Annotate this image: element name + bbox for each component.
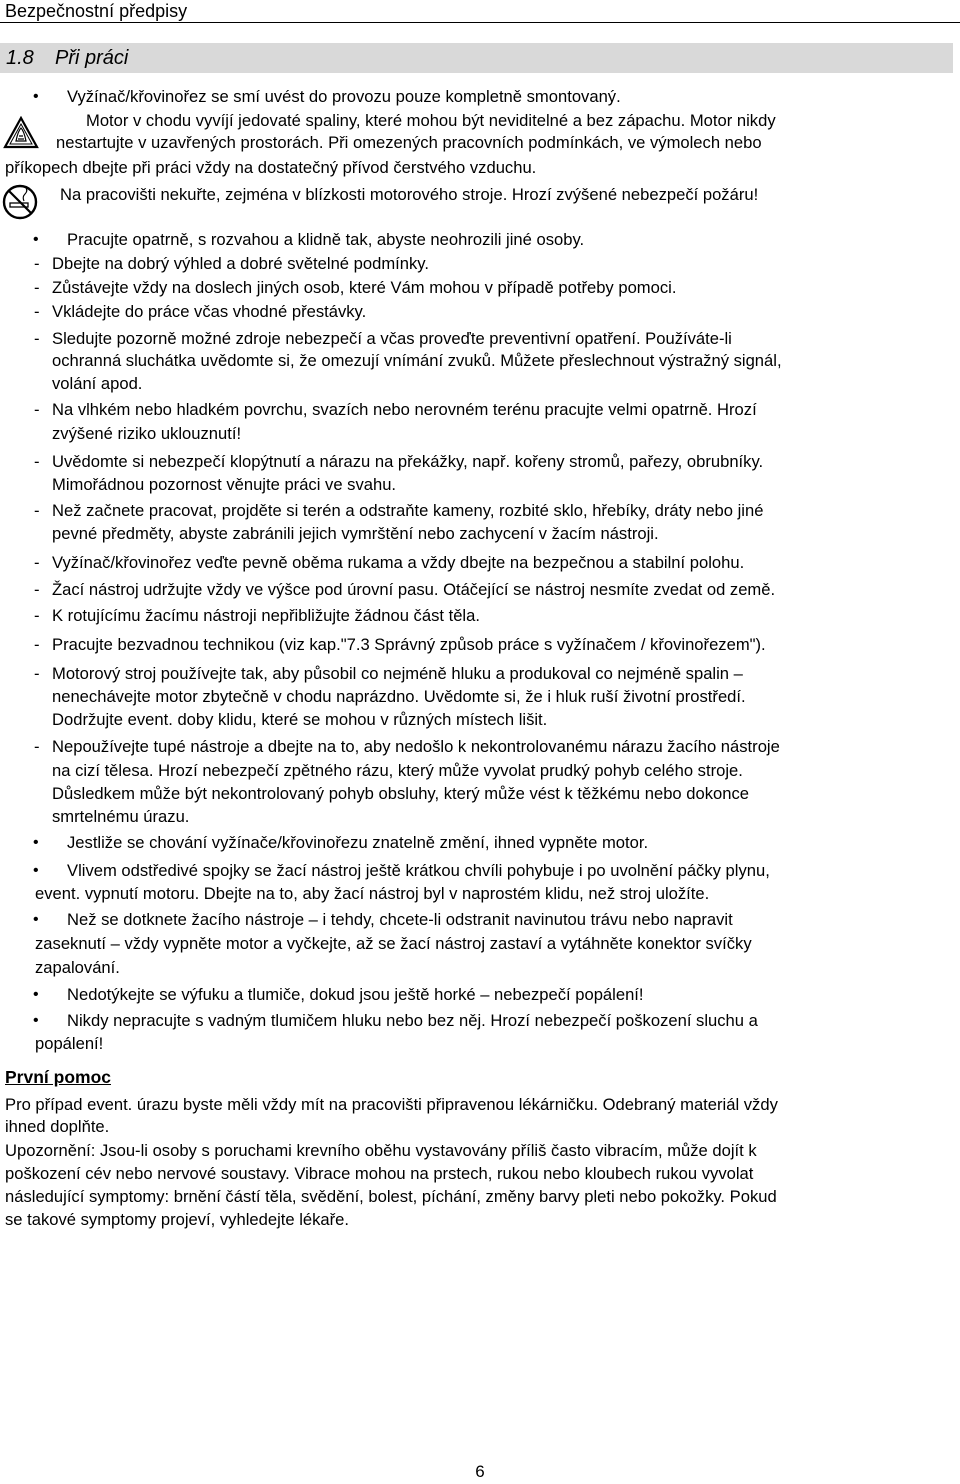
text-line: Vyžínač/křovinořez veďte pevně oběma rukama a vždy dbejte na bezpečnou a stabilní polohu. [52,553,745,572]
text-line: Pracujte opatrně, s rozvahou a klidně tak, abyste neohrozili jiné osoby. [67,230,585,249]
text-line: Nikdy nepracujte s vadným tlumičem hluku nebo bez něj. Hrozí nebezpečí poškození sluchu a [67,1011,758,1030]
text-line: Upozornění: Jsou-li osoby s poruchami krevního oběhu vystavovány příliš často vibracím, může dojít k [5,1141,757,1160]
page-header-title: Bezpečnostní předpisy [5,1,188,21]
dash-marker: - [34,302,40,321]
text-line: ihned doplňte. [5,1117,110,1136]
bullet-marker: • [33,986,39,1003]
text-line: následující symptomy: brnění částí těla, svědění, bolest, píchání, změny barvy pleti nebo pokožky. Pokud [5,1187,777,1206]
dash-marker: - [34,400,40,419]
text-line: Jestliže se chování vyžínače/křovinořezu znatelně změní, ihned vypněte motor. [67,833,649,852]
text-line: Na vlhkém nebo hladkém povrchu, svazích nebo nerovném terénu pracujte velmi opatrně. Hrozí [52,400,757,419]
section-number: 1.8 [6,47,34,69]
text-line: zvýšené riziko uklouznutí! [52,424,242,443]
text-line: pevné předměty, abyste zabránili jejich vymrštění nebo zachycení v žacím nástroji. [52,524,659,543]
section-heading [0,43,953,73]
text-line: Mimořádnou pozornost věnujte práci ve svahu. [52,475,397,494]
text-line: zaseknutí – vždy vypněte motor a vyčkejte, až se žací nástroj zastaví a vytáhněte konektor svíčky [35,934,752,953]
no-smoking-icon [2,184,38,220]
dash-marker: - [34,501,40,520]
dash-marker: - [34,329,40,348]
bullet-marker: • [33,88,39,105]
text-line: nestartujte v uzavřených prostorách. Při omezených pracovních podmínkách, ve výmolech nebo [56,133,762,152]
first-aid-heading: První pomoc [5,1067,111,1087]
dash-marker: - [34,606,40,625]
dash-marker: - [34,278,40,297]
text-line: Dbejte na dobrý výhled a dobré světelné podmínky. [52,254,429,273]
text-line: příkopech dbejte při práci vždy na dostatečný přívod čerstvého vzduchu. [5,158,537,177]
text-line: Žací nástroj udržujte vždy ve výšce pod úrovní pasu. Otáčející se nástroj nesmíte zvedat od země. [52,580,776,599]
text-line: Vlivem odstředivé spojky se žací nástroj ještě krátkou chvíli pohybuje i po uvolnění páčky plynu, [67,861,770,880]
dash-marker: - [34,452,40,471]
text-line: poškození cév nebo nervové soustavy. Vibrace mohou na prstech, rukou nebo kloubech rukou vyvolat [5,1164,754,1183]
text-line: Než se dotknete žacího nástroje – i tehdy, chcete-li odstranit navinutou trávu nebo napravit [67,910,733,929]
text-line: volání apod. [52,374,143,393]
dash-marker: - [34,553,40,572]
section-title: Při práci [55,47,129,69]
page-number: 6 [475,1462,485,1481]
text-line: nenechávejte motor zbytečně v chodu naprázdno. Uvědomte si, že i hluk ruší životní prostředí. [52,687,746,706]
text-line: Motor v chodu vyvíjí jedovaté spaliny, které mohou být neviditelné a bez zápachu. Motor nikdy [86,111,776,130]
dash-marker: - [34,254,40,273]
text-line: Vkládejte do práce včas vhodné přestávky. [52,302,367,321]
text-line: se takové symptomy projeví, vyhledejte lékaře. [5,1210,350,1229]
text-line: Uvědomte si nebezpečí klopýtnutí a nárazu na překážky, např. kořeny stromů, pařezy, obrubníky. [52,452,764,471]
text-line: Sledujte pozorně možné zdroje nebezpečí a včas proveďte preventivní opatření. Používáte-li [52,329,732,348]
dash-marker: - [34,635,40,654]
bullet-marker: • [33,834,39,851]
text-line: Pracujte bezvadnou technikou (viz kap."7.3 Správný způsob práce s vyžínačem / křovinořezem"). [52,635,766,654]
bullet-marker: • [33,911,39,928]
dash-marker: - [34,664,40,683]
text-line: Dodržujte event. doby klidu, které se mohou v různých místech lišit. [52,710,548,729]
text-line: event. vypnutí motoru. Dbejte na to, aby žací nástroj byl v naprostém klidu, než stroj uložíte. [35,884,710,903]
bullet-marker: • [33,231,39,248]
bullet-marker: • [33,1012,39,1029]
text-line: Nedotýkejte se výfuku a tlumiče, dokud jsou ještě horké – nebezpečí popálení! [67,985,644,1004]
text-line: Motorový stroj používejte tak, aby působil co nejméně hluku a produkoval co nejméně spalin – [52,664,743,683]
dash-marker: - [34,580,40,599]
text-line: zapalování. [35,958,120,977]
text-line: K rotujícímu žacímu nástroji nepřibližujte žádnou část těla. [52,606,480,625]
bullet-marker: • [33,862,39,879]
text-line: na cizí tělesa. Hrozí nebezpečí zpětného rázu, který může vyvolat prudký pohyb celého stroje. [52,761,743,780]
text-line: Vyžínač/křovinořez se smí uvést do provozu pouze kompletně smontovaný. [67,87,621,106]
text-line: Nepoužívejte tupé nástroje a dbejte na to, aby nedošlo k nekontrolovanému nárazu žacího nástroje [52,737,780,756]
text-line: smrtelnému úrazu. [52,807,190,826]
text-line: Než začnete pracovat, projděte si terén a odstraňte kameny, rozbité sklo, hřebíky, dráty nebo jiné [52,501,764,520]
text-line: Pro případ event. úrazu byste měli vždy mít na pracovišti připravenou lékárničku. Odebraný materiál vždy [5,1095,778,1114]
text-line: Zůstávejte vždy na doslech jiných osob, které Vám mohou v případě potřeby pomoci. [52,278,677,297]
header-divider [0,22,960,23]
text-line: Na pracovišti nekuřte, zejména v blízkosti motorového stroje. Hrozí zvýšené nebezpečí požáru! [60,185,759,204]
text-line: popálení! [35,1034,104,1053]
text-line: Důsledkem může být nekontrolovaný pohyb obsluhy, který může vést k těžkému nebo dokonce [52,784,749,803]
dash-marker: - [34,737,40,756]
warning-triangle-icon [3,116,39,150]
text-line: ochranná sluchátka uvědomte si, že omezují vnímání zvuků. Můžete přeslechnout výstražný signál, [52,351,782,370]
